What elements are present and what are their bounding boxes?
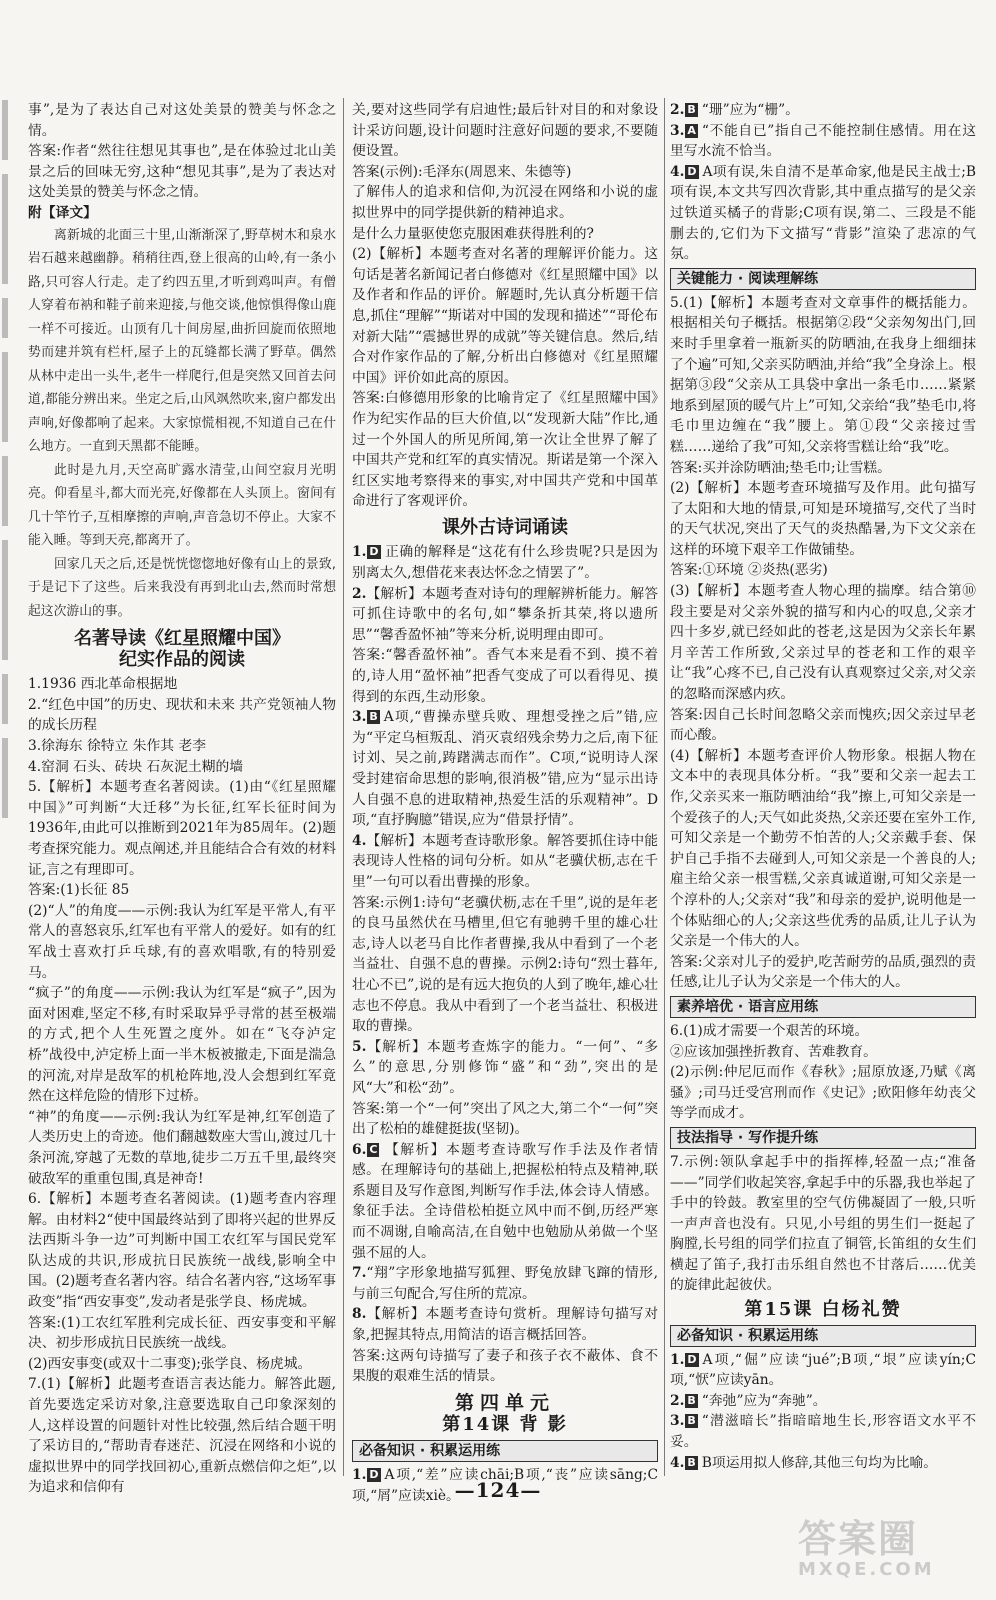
item-number: 3. bbox=[670, 1413, 685, 1430]
answer-item bbox=[352, 707, 658, 831]
item-text: 【解析】本题考查诗歌写作手法及作者情感。在理解诗句的基础上,把握松柏特点及精神,联系题目及写作意图,判断写作手法,体会诗人情感。象征手法。全诗借松柏挺立风中而不倒,历经严寒而不凋谢,自喻高洁,在自勉中也勉励从弟做一个坚强不屈的人。 bbox=[352, 1141, 658, 1261]
item-number: 3. bbox=[670, 122, 685, 139]
answer-item bbox=[352, 542, 658, 583]
answer-item bbox=[670, 1411, 976, 1452]
watermark-url: MXQE.COM bbox=[798, 1559, 935, 1580]
unit-heading: 第四单元 bbox=[454, 1391, 555, 1414]
item-number: 7. bbox=[352, 1265, 367, 1282]
section-label: 素养培优 · 语言应用练 bbox=[670, 996, 976, 1018]
answer-paragraph: 答案:买并涂防晒油;垫毛巾;让雪糕。 bbox=[670, 459, 891, 476]
answer-paragraph: (2)西安事变(或双十二事变);张学良、杨虎城。 bbox=[28, 1355, 312, 1372]
answer-paragraph: 2.“红色中国”的历史、现状和未来 共产党领袖人物的成长历程 bbox=[28, 696, 336, 734]
section-label: 技法指导 · 写作提升练 bbox=[670, 1127, 976, 1149]
page-number: —124— bbox=[454, 1478, 542, 1502]
answer-choice-badge: B bbox=[687, 103, 696, 116]
item-text: 【解析】本题考查诗歌形象。解答要抓住诗中能表现诗人性格的词句分析。如从“老骥伏枥,志在千里”一句可以看出曹操的形象。 bbox=[352, 832, 658, 890]
item-text: A项有误,朱自清不是革命家,他是民主战士;B项有误,本文共写四次背影,其中重点描写的是父亲过铁道买橘子的背影;C项有误,第二、三段是不能删去的,它们为下文描写“背影”渲染了悲凉的气氛。 bbox=[670, 163, 976, 263]
answer-choice-badge: D bbox=[687, 164, 697, 178]
answer-paragraph: “神”的角度——示例:我认为红军是神,红军创造了人类历史上的奇迹。他们翻越数座大雪山,渡过几十条河流,穿越了无数的草地,徒步二万五千里,最终突破敌军的重重包围,真是神奇! bbox=[28, 1108, 336, 1187]
item-text: 【解析】本题考查对诗句的理解辨析能力。解答可抓住诗歌中的名句,如“攀条折其荣,将以遗所思”“馨香盈怀袖”等来分析,说明理由即可。 bbox=[352, 585, 658, 643]
answer-choice-badge: B bbox=[687, 1414, 696, 1428]
answer-paragraph: 附【译文】 bbox=[28, 204, 97, 221]
answer-paragraph: 5.【解析】本题考查名著阅读。(1)由“《红星照耀中国》”可判断“大迁移”为长征,红军长征时间为1936年,由此可以推断到2021年为85周年。(2)题考查探究能力。观点阐述,并且能结合合有效的材料证,言之有理即可。 bbox=[28, 779, 336, 878]
answer-choice-badge: B bbox=[369, 710, 378, 724]
answer-paragraph: 1.1936 西北革命根据地 bbox=[28, 676, 178, 693]
answer-paragraph: ②应该加强挫折教育、苦难教育。 bbox=[670, 1043, 877, 1060]
answer-paragraph: 答案:因自己长时间忽略父亲而愧疚;因父亲过早老而心酸。 bbox=[670, 706, 976, 744]
answer-item bbox=[670, 1350, 976, 1391]
answer-item bbox=[352, 1099, 658, 1140]
poem-heading: 课外古诗词诵读 bbox=[442, 516, 568, 538]
answer-item bbox=[670, 1453, 976, 1474]
answer-paragraph: 答案:父亲对儿子的爱护,吃苦耐劳的品质,强烈的责任感,让儿子认为父亲是一个伟大的人。 bbox=[670, 953, 976, 991]
item-text: B项运用拟人修辞,其他三句均为比喻。 bbox=[701, 1454, 938, 1471]
answer-choice-badge: B bbox=[687, 1455, 696, 1469]
answer-paragraph: “疯子”的角度——示例:我认为红军是“疯子”,因为面对困难,坚定不移,有时采取异乎寻常的甚至极端的方式,把个人生死置之度外。如在“飞夺泸定桥”战役中,泸定桥上面一半木板被撤走,下面是湍急的河流,对岸是敌军的机枪阵地,没人会想到红军竟然在这样危险的情形下过桥。 bbox=[28, 985, 336, 1105]
answer-paragraph: 7.示例:领队拿起手中的指挥棒,轻盈一点;“准备——”同学们收起笑容,拿起手中的乐器,我也举起了手中的铃鼓。教室里的空气仿佛凝固了一般,只听一声声音也没有。只见,小号组的男生们一挺起了胸膛,长号组的同学们拉直了铜管,长笛组的女生们横起了笛子,我打击乐组自然也不甘落后……优美的旋律此起彼伏。 bbox=[670, 1153, 976, 1294]
answer-item bbox=[352, 1304, 658, 1345]
answer-paragraph: 4.窑洞 石头、砖块 石灰泥土糊的墙 bbox=[28, 758, 244, 775]
section-label: 必备知识 · 积累运用练 bbox=[670, 1325, 976, 1347]
answer-paragraph: (4)【解析】本题考查评价人物形象。根据人物在文本中的表现具体分析。“我”要和父亲一起去工作,父亲买来一瓶防晒油给“我”擦上,可知父亲是一个爱孩子的人;天气如此炎热,父亲还要在室外工作,可知父亲是一个勤劳不怕苦的人;父亲戴手套、保护自己手指不去碰到人,可知父亲是一个善良的人;雇主给父亲一根雪糕,父亲真诚道谢,可知父亲是一个淳朴的人;父亲对“我”和母亲的爱护,说明他是一个体贴细心的人;父亲这些优秀的品质,让儿子认为父亲是一个伟大的人。 bbox=[670, 747, 976, 950]
section-label: 必备知识 · 积累运用练 bbox=[352, 1440, 658, 1462]
item-number: 4. bbox=[670, 1454, 685, 1471]
answer-paragraph: 答案:(1)工农红军胜利完成长征、西安事变和平解决、初步形成抗日民族统一战线。 bbox=[28, 1314, 336, 1352]
answer-paragraph: 是什么力量驱使您克服困难获得胜利的? bbox=[352, 225, 594, 242]
answer-paragraph: (2)“人”的角度——示例:我认为红军是平常人,有平常人的喜怒哀乐,红军也有平常人的爱好。如有的红军战士喜欢打乒乓球,有的喜欢唱歌,有的特别爱马。 bbox=[28, 902, 336, 981]
answer-paragraph: 3.徐海东 徐特立 朱作其 老李 bbox=[28, 738, 207, 755]
answer-item bbox=[670, 162, 976, 265]
book-guide-subheading: 纪实作品的阅读 bbox=[119, 648, 245, 670]
item-text: 正确的解释是“这花有什么珍贵呢?只是因为别离太久,想借花来表达怀念之情罢了”。 bbox=[352, 544, 658, 582]
item-number: 1. bbox=[352, 544, 367, 561]
item-text: 【解析】本题考查诗句赏析。理解诗句描写对象,把握其特点,用简洁的语言概括回答。 bbox=[352, 1306, 658, 1344]
column-left bbox=[28, 100, 336, 1496]
answer-paragraph: 了解伟人的追求和信仰,为沉浸在网络和小说的虚拟世界中的同学提供新的精神追求。 bbox=[352, 184, 658, 221]
answer-item bbox=[670, 1391, 976, 1412]
answer-item bbox=[670, 121, 976, 162]
answer-item bbox=[670, 100, 976, 121]
item-text: 答案:“馨香盈怀袖”。香气本来是看不到、摸不着的,诗人用“盈怀袖”把香气变成了可以看得见、摸得到的东西,生动形象。 bbox=[352, 647, 658, 705]
item-number: 2. bbox=[670, 1392, 685, 1409]
item-text: “潜滋暗长”指暗暗地生长,形容语文水平不妥。 bbox=[670, 1413, 976, 1451]
answer-paragraph: 5.(1)【解析】本题考查对文章事件的概括能力。根据相关句子概括。根据第②段“父亲匆匆出门,回来时手里拿着一瓶新买的防晒油,在我身上细细抹了个遍”可知,父亲买防晒油,并给“我”全身涂上。根据第③段“父亲从工具袋中拿出一条毛巾……紧紧地系到屋顶的暖气片上”可知,父亲给“我”垫毛巾,将毛巾里边缠在“我”腰上。第①段“父亲接过雪糕……递给了我”可知,父亲将雪糕让给“我”吃。 bbox=[670, 294, 976, 455]
answer-item bbox=[352, 584, 658, 646]
column-divider-right bbox=[664, 98, 665, 1476]
item-text: A项,“差”应读chāi;B项,“丧”应读sāng;C项,“屑”应读xiè。 bbox=[352, 1467, 658, 1504]
answer-paragraph: 答案(示例):毛泽东(周恩来、朱德等) bbox=[352, 163, 572, 180]
section-label: 关键能力 · 阅读理解练 bbox=[670, 268, 976, 290]
item-number: 2. bbox=[670, 102, 685, 118]
item-number: 1. bbox=[670, 1351, 685, 1368]
item-number: 3. bbox=[352, 709, 367, 726]
answer-choice-badge: D bbox=[369, 545, 379, 559]
answer-paragraph: 答案:白修德用形象的比喻肯定了《红星照耀中国》作为纪实作品的巨大价值,以“发现新大陆”作比,通过一个外国人的所见所闻,第一次让全世界了解了中国共产党和红军的真实情况。斯诺是第一个深入红区实地考察得来的事实,对中国共产党和中国革命进行了客观评价。 bbox=[352, 390, 658, 510]
answer-choice-badge: B bbox=[687, 1393, 696, 1407]
item-number: 2. bbox=[352, 585, 367, 602]
item-number: 4. bbox=[352, 832, 367, 849]
answer-paragraph: 事”,是为了表达自己对这处美景的赞美与怀念之情。 bbox=[28, 102, 336, 139]
answer-choice-badge: C bbox=[369, 1142, 378, 1156]
answer-paragraph: (2)示例:仲尼厄而作《春秋》;屈原放逐,乃赋《离骚》;司马迁受宫刑而作《史记》;欧阳修年幼丧父等学而成才。 bbox=[670, 1064, 976, 1122]
answer-paragraph: 6.(1)成才需要一个艰苦的环境。 bbox=[670, 1022, 869, 1039]
item-text: 答案:示例1:诗句“老骥伏枥,志在千里”,说的是年老的良马虽然伏在马槽里,但它有驰骋千里的雄心壮志,诗人以老马自比作者曹操,我从中看到了一个老当益壮、自强不息的曹操。示例2:诗句“烈士暮年,壮心不已”,说的是有远大抱负的人到了晚年,雄心壮志也不停息。我从中看到了一个老当益壮、积极进取的曹操。 bbox=[352, 894, 658, 1035]
answer-paragraph: (2)【解析】本题考查环境描写及作用。此句描写了太阳和大地的情景,可知是环境描写,交代了当时的天气状况,突出了天气的炎热酷暑,为下文父亲在这样的环境下艰辛工作做铺垫。 bbox=[670, 480, 976, 558]
item-number: 8. bbox=[352, 1306, 367, 1323]
column-right bbox=[670, 100, 976, 1472]
book-guide-heading: 名著导读《红星照耀中国》 bbox=[74, 628, 290, 650]
answer-paragraph: 回家几天之后,还是恍恍惚惚地好像有山上的景致,于是记下了这些。后来我没有再到北山去,然而时常想起这次游山的事。 bbox=[28, 556, 336, 619]
answer-paragraph: 6.【解析】本题考查名著阅读。(1)题考查内容理解。由材料2“使中国最终站到了即将兴起的世界反法西斯斗争一边”可判断中国工农红军与国民党军队达成的共识,形成抗日民族统一战线,影响全中国。(2)题考查名著内容。结合名著内容,“这场军事政变”指“西安事变”,发动者是张学良、杨虎城。 bbox=[28, 1191, 336, 1311]
answer-item bbox=[352, 893, 658, 1037]
answer-paragraph: 答案:(1)长征 85 bbox=[28, 882, 130, 899]
answer-item bbox=[352, 1140, 658, 1264]
answer-choice-badge: D bbox=[369, 1468, 379, 1481]
column-divider-left bbox=[343, 98, 344, 1476]
answer-choice-badge: D bbox=[687, 1352, 697, 1366]
answer-paragraph: 答案:①环境 ②炎热(恶劣) bbox=[670, 562, 828, 579]
page-edge bbox=[0, 100, 10, 1480]
answer-paragraph: 7.(1)【解析】此题考查语言表达能力。解答此题,首先要选定采访对象,注意要选取自己印象深刻的人,这样设置的问题针对性比较强,然后结合题干明了采访目的,“帮助青春迷茫、沉浸在网络和小说的虚拟世界中的同学找回初心,重新点燃信仰之炬”,以为追求和信仰有 bbox=[28, 1376, 336, 1496]
answer-item bbox=[352, 1346, 658, 1387]
answer-item bbox=[352, 1037, 658, 1099]
item-text: “不能自已”指自己不能控制住感情。用在这里写水流不恰当。 bbox=[670, 122, 976, 160]
answer-paragraph: (3)【解析】本题考查人物心理的揣摩。结合第⑩段主要是对父亲外貌的描写和内心的叹息,父亲才四十多岁,就已经如此的苍老,这是因为父亲长年累月辛苦工作所致,父亲过早的苍老和工作的艰辛让“我”心疼不已,自己没有认真观察过父亲,对父亲的忽略而深感内疚。 bbox=[670, 583, 976, 703]
answer-paragraph: 离新城的北面三十里,山渐渐深了,野草树木和泉水岩石越来越幽静。稍稍往西,登上很高的山岭,有一条小路,只可容人行走。走了约四五里,才听到鸡叫声。有僧人穿着布衲和鞋子前来迎接,与他交谈,他惊惧得像山鹿一样不可接近。山顶有几十间房屋,曲折回旋而依照地势而建并筑有栏杆,屋子上的瓦缝都长满了野草。偶然从林中走出一头牛,老牛一样爬行,但是突然又回首去问道,都能分辨出来。坐定之后,山风飒然吹来,窗户都发出声响,好像都响了起来。大家惊慌相视,不知道自己在什么地方。一直到天黑都不能睡。 bbox=[28, 227, 336, 455]
item-text: A项,“倔”应读“jué”;B项,“垠”应读yín;C项,“恹”应读yān。 bbox=[670, 1351, 976, 1389]
answer-paragraph: 此时是九月,天空高旷露水清莹,山间空寂月光明亮。仰看星斗,都大而光亮,好像都在人头顶上。窗间有几十竿竹子,互相摩擦的声响,声音急切不停止。大家不能入睡。等到天亮,都离开了。 bbox=[28, 462, 336, 549]
answer-choice-badge: A bbox=[687, 123, 696, 137]
lesson-15-heading: 第15课 白杨礼赞 bbox=[744, 1299, 902, 1321]
item-text: “翔”字形象地描写狐狸、野兔放肆飞蹿的情形,与前三句配合,写住所的荒凉。 bbox=[352, 1265, 658, 1302]
answer-item bbox=[352, 645, 658, 707]
answer-item bbox=[352, 831, 658, 893]
item-number: 6. bbox=[352, 1141, 367, 1158]
answer-paragraph: (2)【解析】本题考查对名著的理解评价能力。这句话是著名新闻记者白修德对《红星照耀中国》以及作者和作品的评价。解题时,先认真分析题干信息,抓住“理解”“斯诺对中国的发现和描述”“哥伦布对新大陆”“震撼世界的成就”等关键信息。然后,结合对作家作品的了解,分析出白修德对《红星照耀中国》评价如此高的原因。 bbox=[352, 246, 658, 386]
item-text: 答案:第一个“一何”突出了风之大,第二个“一何”突出了松柏的雄健挺拔(坚韧)。 bbox=[352, 1100, 658, 1138]
item-number: 1. bbox=[352, 1467, 367, 1483]
item-text: 答案:这两句诗描写了妻子和孩子衣不蔽体、食不果腹的艰难生活的情景。 bbox=[352, 1347, 658, 1385]
answer-paragraph: 关,要对这些同学有启迪性;最后针对目的和对象设计采访问题,设计问题时注意好问题的要求,不要随便设置。 bbox=[352, 102, 658, 160]
watermark-text: 答案圈 bbox=[798, 1517, 919, 1561]
lesson-14-heading: 第14课 背 影 bbox=[442, 1414, 568, 1436]
item-text: “珊”应为“栅”。 bbox=[701, 102, 799, 118]
item-number: 4. bbox=[670, 163, 685, 180]
answer-paragraph: 答案:作者“然往往想见其事也”,是在体验过北山美景之后的回味无穷,这种“想见其事”,是为了表达对这处美景的赞美与怀念之情。 bbox=[28, 143, 336, 201]
answer-item bbox=[352, 1263, 658, 1304]
item-text: “奔弛”应为“奔驰”。 bbox=[701, 1392, 827, 1409]
watermark-logo bbox=[798, 1508, 968, 1588]
item-text: A项,“曹操赤壁兵败、理想受挫之后”错,应为“平定乌桓叛乱、消灭袁绍残余势力之后,南下征讨刘、吴之前,踌躇满志而作”。C项,“说明诗人深受封建宿命思想的影响,很消极”错,应为“显示出诗人自强不息的进取精神,热爱生活的乐观精神”。D项,“直抒胸臆”错误,应为“借景抒情”。 bbox=[352, 709, 658, 829]
item-number: 5. bbox=[352, 1038, 367, 1055]
item-text: 【解析】本题考查炼字的能力。“一何”、“多么”的意思,分别修饰“盛”和“劲”,突出的是风“大”和松“劲”。 bbox=[352, 1038, 658, 1096]
